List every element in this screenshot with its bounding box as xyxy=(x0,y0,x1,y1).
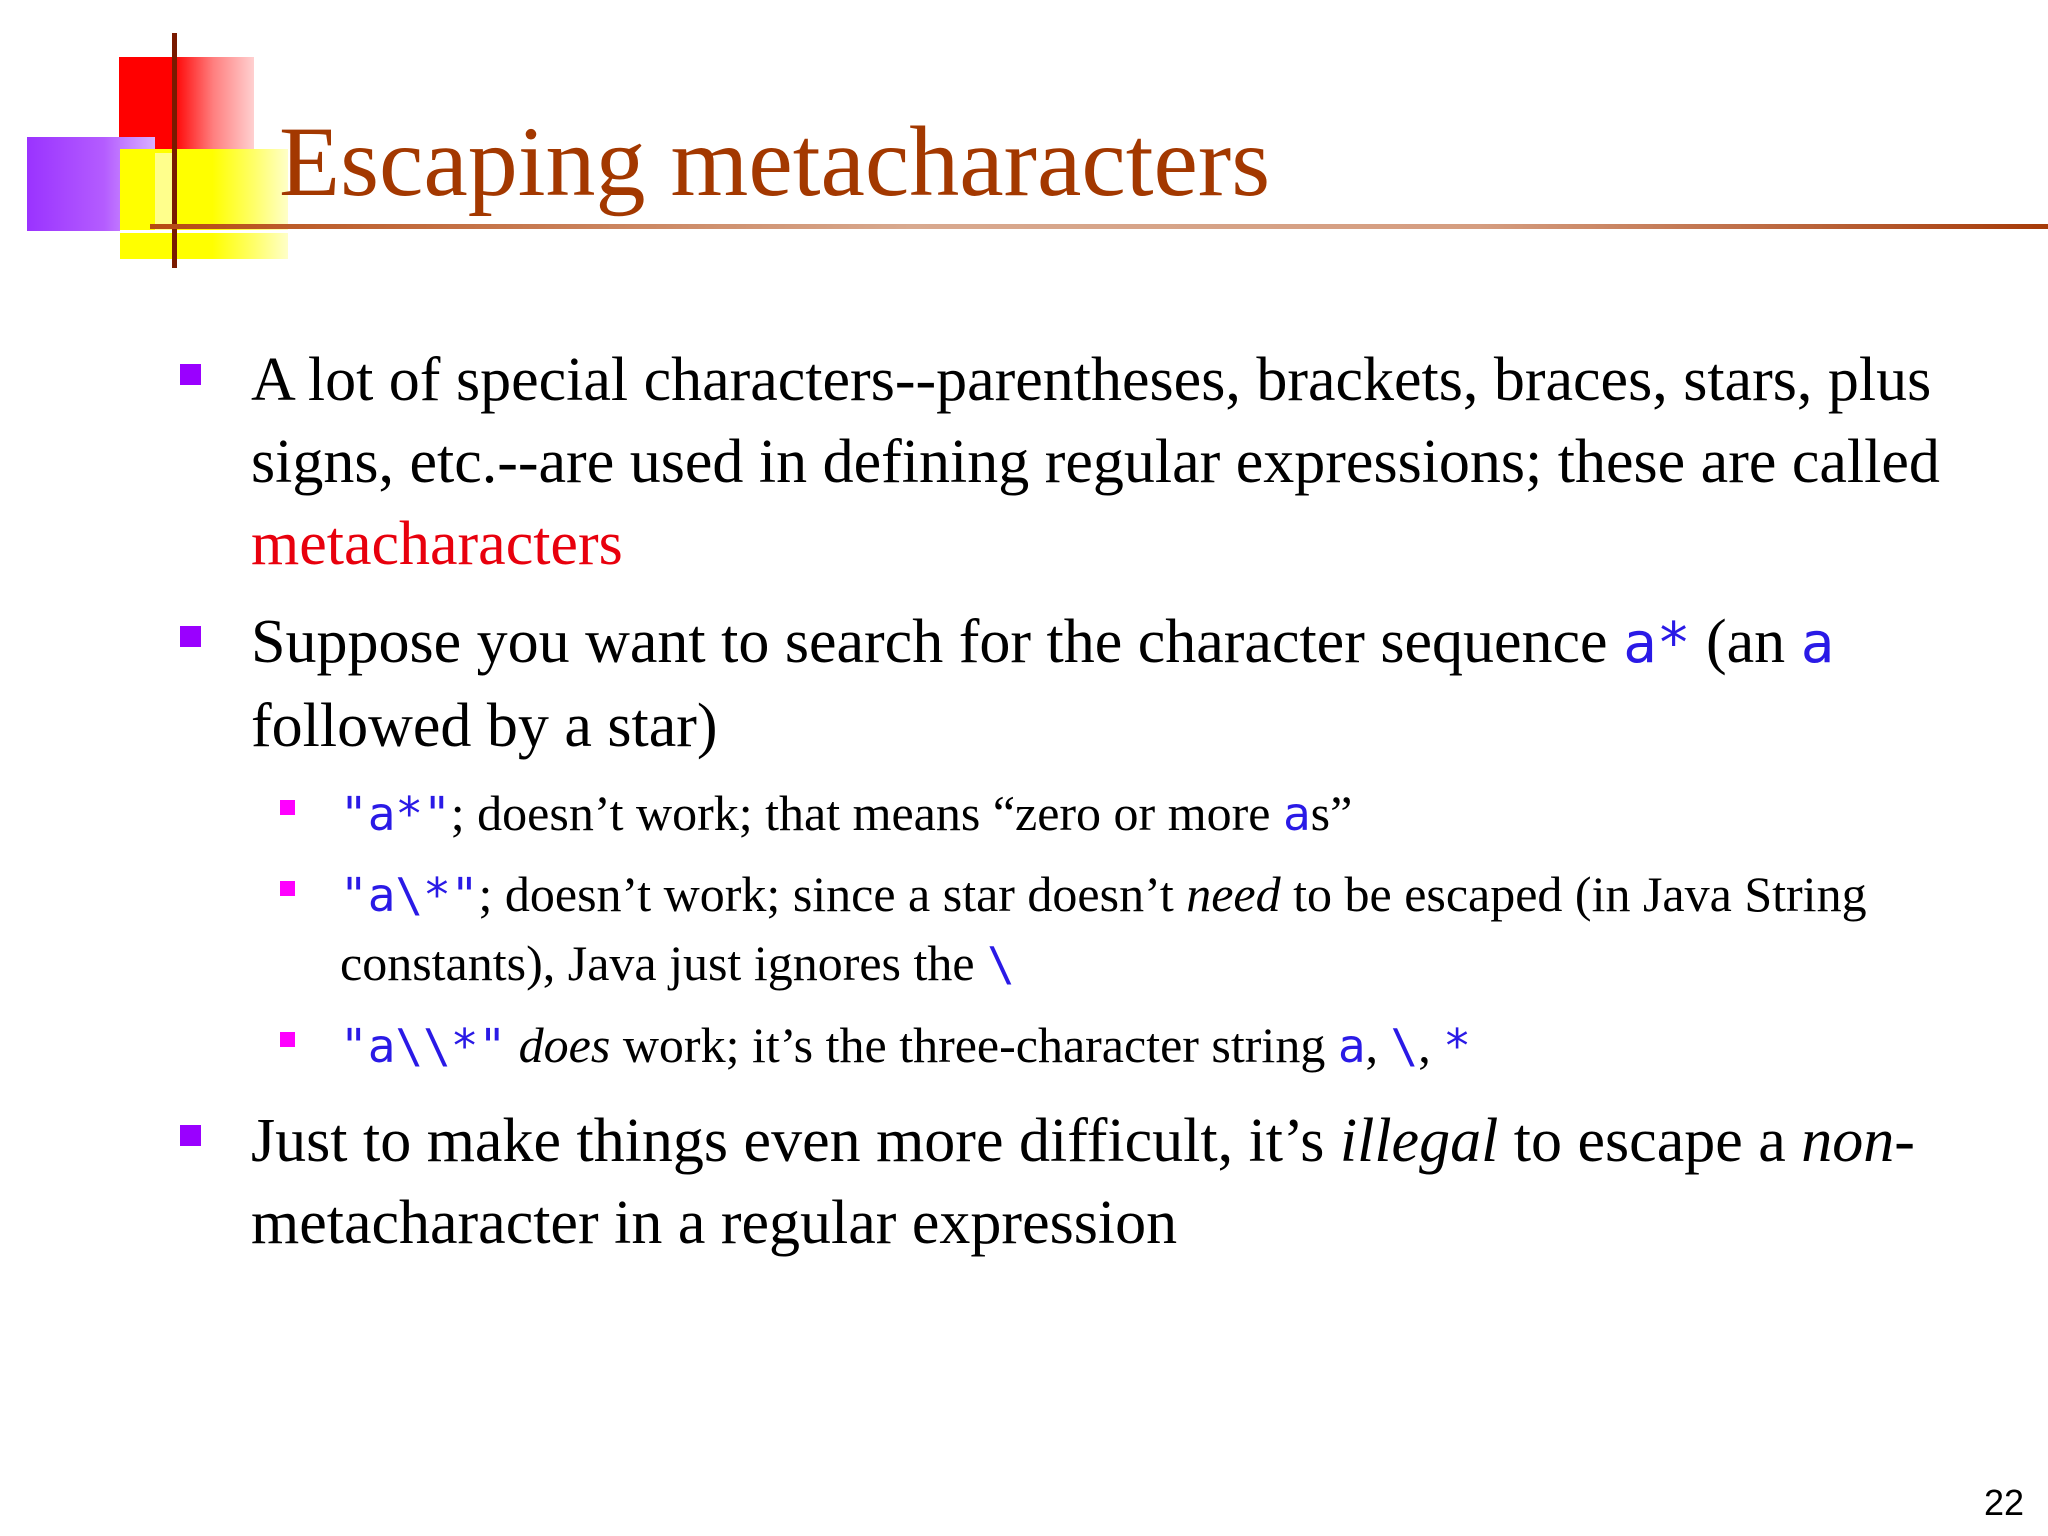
italic-text: illegal xyxy=(1339,1107,1499,1175)
title-underline xyxy=(150,224,2048,229)
highlight-strip-decoration xyxy=(155,153,173,233)
bullet-text: work; it’s the three-character string xyxy=(610,1017,1338,1073)
bullet-text: (an xyxy=(1690,608,1801,676)
bullet-marker xyxy=(180,626,201,647)
bullet-item xyxy=(251,1100,1951,1264)
divider-decoration xyxy=(120,230,288,233)
vertical-rule-decoration xyxy=(172,33,177,268)
bullet-text: A lot of special characters--parentheses, brackets, braces, stars, plus signs, etc.--are used in defining regular expressions; these are called xyxy=(251,346,1940,496)
bullet-marker xyxy=(180,364,201,385)
code-text: a xyxy=(1282,787,1311,841)
code-text: a xyxy=(1800,611,1835,676)
italic-text: does xyxy=(518,1017,611,1073)
slide-title: Escaping metacharacters xyxy=(279,106,1271,217)
bullet-text: , xyxy=(1418,1017,1444,1073)
sub-bullet-marker xyxy=(280,1032,295,1047)
bullet-item xyxy=(251,601,1951,767)
bullet-text: Just to make things even more difficult, it’s xyxy=(251,1107,1340,1175)
bullet-item xyxy=(251,339,1951,585)
bullet-text: -metacharacter in a regular expression xyxy=(251,1107,1915,1257)
code-text: \ xyxy=(987,937,1015,991)
code-text: \ xyxy=(1390,1019,1419,1073)
bullet-text: ; doesn’t work; since a star doesn’t xyxy=(478,866,1187,922)
page-number: 22 xyxy=(1983,1482,2024,1523)
bullet-text xyxy=(506,1017,519,1073)
code-text: "a\\*" xyxy=(340,1019,507,1073)
bullet-text: ; doesn’t work; that means “zero or more xyxy=(450,785,1283,841)
bullet-text: , xyxy=(1365,1017,1391,1073)
italic-text: need xyxy=(1186,866,1281,922)
code-text: * xyxy=(1443,1019,1471,1073)
code-text: a* xyxy=(1623,611,1691,676)
bullet-marker xyxy=(180,1125,201,1146)
sub-bullet-marker xyxy=(280,800,295,815)
bullet-text: to be escaped (in Java String constants), Java just ignores the xyxy=(340,866,1867,991)
code-text: "a*" xyxy=(340,787,451,841)
bullet-text: to escape a xyxy=(1498,1107,1802,1175)
highlight-text: metacharacters xyxy=(251,510,623,578)
sub-bullet-item xyxy=(340,860,1960,998)
bullet-text: followed by a star) xyxy=(251,692,718,760)
bullet-text: Suppose you want to search for the character sequence xyxy=(251,608,1624,676)
bullet-text: s” xyxy=(1310,785,1353,841)
italic-text: non xyxy=(1801,1107,1895,1175)
sub-bullet-item xyxy=(340,779,1960,848)
code-text: "a\*" xyxy=(340,868,479,922)
code-text: a xyxy=(1337,1019,1366,1073)
sub-bullet-item xyxy=(340,1011,1960,1080)
yellow-square-decoration xyxy=(120,149,288,259)
sub-bullet-marker xyxy=(280,881,295,896)
